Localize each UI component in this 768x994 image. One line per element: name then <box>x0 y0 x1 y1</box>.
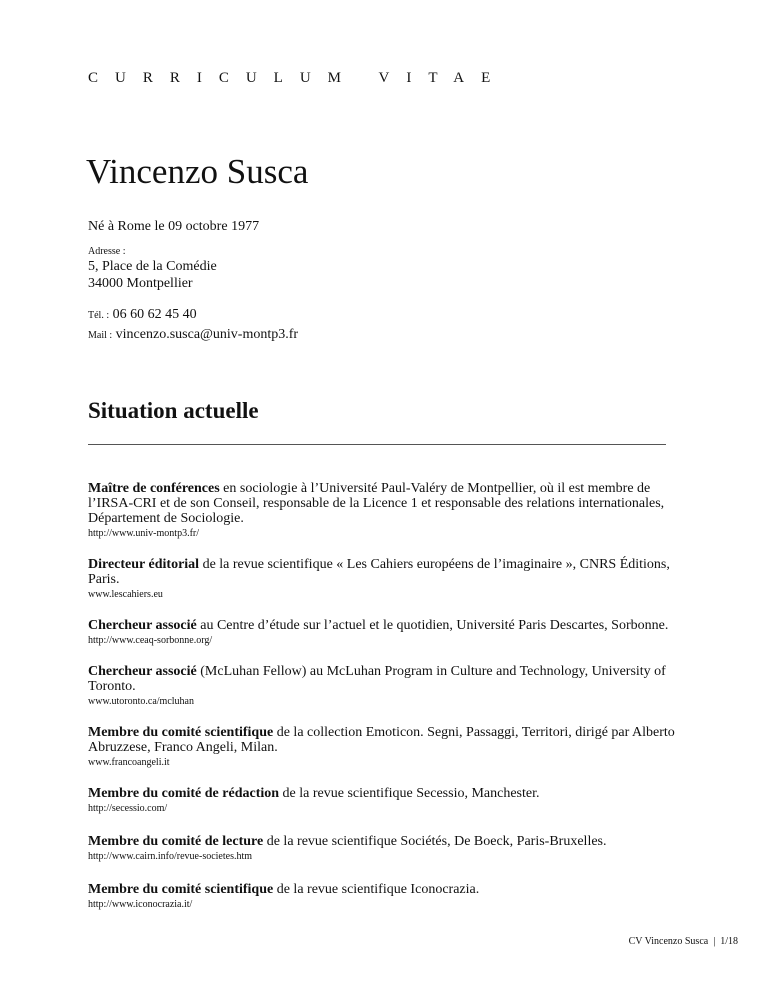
position-url[interactable]: http://www.iconocrazia.it/ <box>88 899 193 910</box>
tel-label: Tél. : <box>88 310 110 321</box>
position-role: Maître de conférences <box>88 481 220 496</box>
position-description: au Centre d’étude sur l’actuel et le quotidien, Université Paris Descartes, Sorbonne. <box>196 618 669 633</box>
position-item <box>88 481 688 540</box>
position-list <box>88 481 688 911</box>
tel-value: 06 60 62 45 40 <box>112 307 197 322</box>
section-divider <box>88 444 666 445</box>
person-name: Vincenzo Susca <box>86 152 309 191</box>
position-description: (McLuhan Fellow) au McLuhan Program in Culture and Technology, University of Toronto. <box>88 664 666 694</box>
position-url[interactable]: http://www.ceaq-sorbonne.org/ <box>88 635 213 646</box>
position-item <box>88 725 688 769</box>
position-item <box>88 834 688 863</box>
address-line-2: 34000 Montpellier <box>88 276 193 291</box>
telephone <box>88 307 197 323</box>
footer-label: CV Vincenzo Susca <box>628 936 709 947</box>
position-item <box>88 557 688 601</box>
email <box>88 327 298 343</box>
position-url[interactable]: http://secessio.com/ <box>88 803 168 814</box>
position-url[interactable]: http://www.cairn.info/revue-societes.htm <box>88 851 253 862</box>
position-role: Chercheur associé <box>88 618 197 633</box>
address-line-1: 5, Place de la Comédie <box>88 259 217 274</box>
position-role: Membre du comité scientifique <box>88 882 274 897</box>
position-url[interactable]: www.utoronto.ca/mcluhan <box>88 696 194 707</box>
page-footer <box>629 936 738 947</box>
mail-label: Mail : <box>88 330 113 341</box>
position-item <box>88 786 688 815</box>
position-role: Membre du comité de rédaction <box>88 786 280 801</box>
position-item <box>88 882 688 911</box>
page-number: 1/18 <box>720 936 738 947</box>
position-role: Membre du comité de lecture <box>88 834 264 849</box>
position-role: Directeur éditorial <box>88 557 200 572</box>
position-description: de la revue scientifique « Les Cahiers européens de l’imaginaire », CNRS Éditions, Paris. <box>88 557 670 587</box>
address-label: Adresse : <box>88 246 126 257</box>
address-block <box>88 258 217 292</box>
position-url[interactable]: http://www.univ-montp3.fr/ <box>88 528 200 539</box>
position-url[interactable]: www.francoangeli.it <box>88 757 170 768</box>
position-role: Membre du comité scientifique <box>88 725 274 740</box>
position-description: de la revue scientifique Sociétés, De Boeck, Paris-Bruxelles. <box>263 834 607 849</box>
position-url[interactable]: www.lescahiers.eu <box>88 589 163 600</box>
position-item <box>88 664 688 708</box>
position-item <box>88 618 688 647</box>
section-title: Situation actuelle <box>88 398 259 423</box>
position-description: de la revue scientifique Iconocrazia. <box>273 882 480 897</box>
position-role: Chercheur associé <box>88 664 197 679</box>
position-description: de la revue scientifique Secessio, Manchester. <box>279 786 540 801</box>
position-description: en sociologie à l’Université Paul-Valéry de Montpellier, où il est membre de l’IRSA-CRI et de son Conseil, responsable de la Licence 1 et responsable des relations internationales, Département de Sociologie. <box>88 481 665 526</box>
birth-info: Né à Rome le 09 octobre 1977 <box>88 219 260 234</box>
mail-value[interactable]: vincenzo.susca@univ-montp3.fr <box>115 327 299 342</box>
footer-separator: | <box>713 936 716 947</box>
position-description: de la collection Emoticon. Segni, Passaggi, Territori, dirigé par Alberto Abruzzese, Franco Angeli, Milan. <box>88 725 675 755</box>
cv-title: CURRICULUM VITAE <box>88 70 508 86</box>
